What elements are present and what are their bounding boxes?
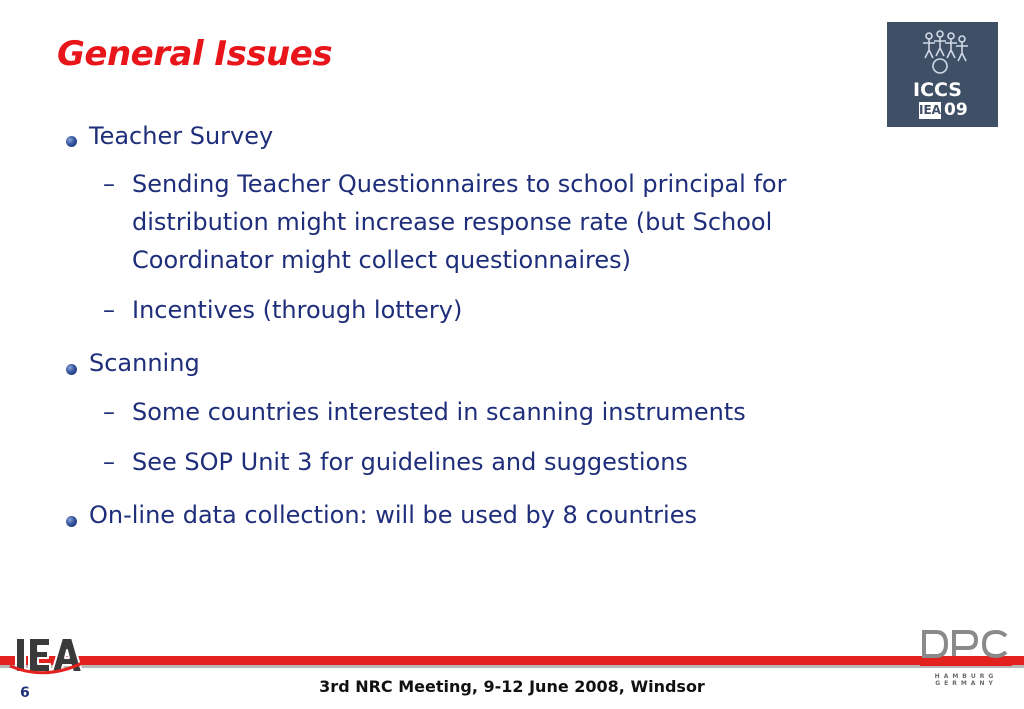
sub-bullet-item: Incentives (through lottery) xyxy=(132,296,463,324)
dash-icon: – xyxy=(103,398,115,426)
iea-logo-icon xyxy=(6,630,90,682)
people-chain-icon xyxy=(887,22,998,82)
footer-red-bar xyxy=(0,656,1024,665)
sub-bullet-item: See SOP Unit 3 for guidelines and suggestions xyxy=(132,448,688,476)
iccs-logo-text: ICCS xyxy=(913,79,962,101)
logo-year: 09 xyxy=(944,100,968,120)
iccs-logo xyxy=(887,22,998,127)
dpc-country: GERMANY xyxy=(935,680,997,687)
bullet-item: On-line data collection: will be used by 8 countries xyxy=(89,501,697,529)
footer-gray-rule xyxy=(0,665,1024,668)
bullet-dot-icon xyxy=(66,136,77,147)
dpc-logo-icon xyxy=(918,628,1014,670)
dpc-city: HAMBURG xyxy=(934,673,998,680)
bullet-item: Scanning xyxy=(89,349,200,377)
bullet-item: Teacher Survey xyxy=(89,122,274,150)
bullet-dot-icon xyxy=(66,364,77,375)
iea-badge: IEA xyxy=(919,103,941,117)
dash-icon: – xyxy=(103,170,115,198)
slide-title: General Issues xyxy=(57,34,333,74)
bullet-dot-icon xyxy=(66,516,77,527)
footer-meeting-text: 3rd NRC Meeting, 9-12 June 2008, Windsor xyxy=(319,677,705,696)
sub-bullet-item: Some countries interested in scanning instruments xyxy=(132,398,746,426)
dash-icon: – xyxy=(103,296,115,324)
sub-bullet-item: Sending Teacher Questionnaires to school principal for distribution might increase response rate (but School Coordinator might collect questionnaires) xyxy=(132,170,787,274)
dash-icon: – xyxy=(103,448,115,476)
page-number: 6 xyxy=(20,685,30,701)
